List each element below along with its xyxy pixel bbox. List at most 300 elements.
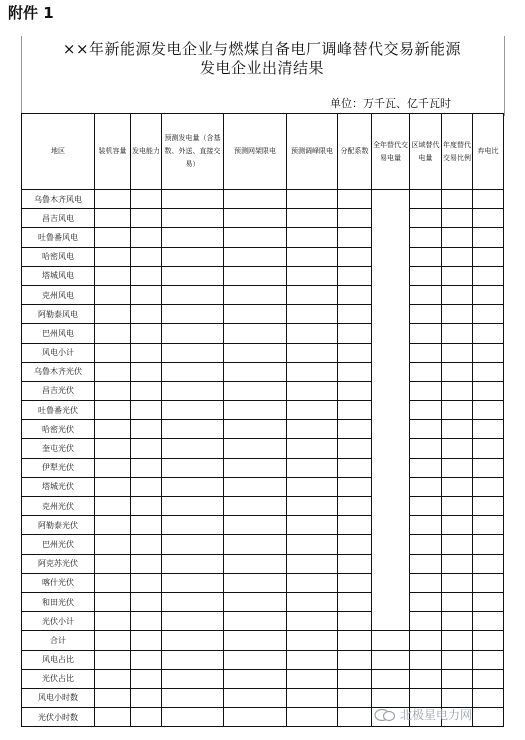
data-cell [287, 420, 338, 439]
data-cell [162, 247, 224, 266]
data-cell [224, 516, 287, 535]
data-cell [224, 305, 287, 324]
data-cell [131, 573, 162, 592]
data-cell [338, 535, 372, 554]
data-cell [338, 305, 372, 324]
data-cell [224, 420, 287, 439]
data-cell [410, 190, 442, 209]
table-body [22, 190, 504, 727]
header-cell: 预测网架限电 [224, 114, 287, 190]
data-cell [442, 650, 473, 669]
data-cell [442, 688, 473, 707]
data-cell [224, 343, 287, 362]
data-cell [162, 401, 224, 420]
data-cell [372, 650, 410, 669]
region-label: 昌吉光伏 [22, 381, 95, 400]
data-cell [410, 305, 442, 324]
table-row [22, 305, 504, 324]
data-cell [162, 554, 224, 573]
data-cell [473, 612, 504, 631]
data-cell [131, 592, 162, 611]
data-cell [131, 688, 162, 707]
data-cell [338, 401, 372, 420]
data-cell [442, 343, 473, 362]
table-row [22, 209, 504, 228]
data-cell [338, 228, 372, 247]
data-cell [287, 324, 338, 343]
data-cell [95, 247, 131, 266]
data-cell [442, 209, 473, 228]
data-cell [410, 688, 442, 707]
data-cell [442, 285, 473, 304]
data-cell [473, 362, 504, 381]
data-cell [287, 688, 338, 707]
header-cell: 地区 [22, 114, 95, 190]
data-cell [338, 362, 372, 381]
data-cell [95, 190, 131, 209]
data-cell [338, 266, 372, 285]
data-cell [131, 420, 162, 439]
data-cell [224, 650, 287, 669]
table-row [22, 669, 504, 688]
data-cell [410, 631, 442, 650]
data-cell [162, 612, 224, 631]
region-label: 乌鲁木齐风电 [22, 190, 95, 209]
data-cell [473, 669, 504, 688]
data-cell [473, 554, 504, 573]
data-cell [287, 612, 338, 631]
data-cell [224, 190, 287, 209]
data-cell [162, 650, 224, 669]
data-cell [410, 497, 442, 516]
data-cell [410, 458, 442, 477]
region-label: 阿勒泰光伏 [22, 516, 95, 535]
data-cell [95, 381, 131, 400]
data-cell [162, 669, 224, 688]
data-cell [338, 324, 372, 343]
data-cell [287, 458, 338, 477]
data-cell [338, 477, 372, 496]
data-cell [131, 458, 162, 477]
table-row [22, 458, 504, 477]
data-cell [442, 401, 473, 420]
data-cell [372, 631, 410, 650]
data-cell [224, 324, 287, 343]
data-cell [95, 401, 131, 420]
data-cell [95, 362, 131, 381]
data-cell [410, 573, 442, 592]
data-cell [442, 305, 473, 324]
data-cell [442, 535, 473, 554]
data-cell [224, 266, 287, 285]
data-cell [473, 305, 504, 324]
data-cell [131, 305, 162, 324]
data-cell [162, 458, 224, 477]
data-cell [410, 209, 442, 228]
data-cell [442, 573, 473, 592]
data-cell [162, 516, 224, 535]
data-cell [410, 650, 442, 669]
data-cell [287, 209, 338, 228]
region-label: 塔城光伏 [22, 477, 95, 496]
data-cell [442, 631, 473, 650]
data-cell [338, 669, 372, 688]
clearing-results-table [21, 113, 504, 727]
table-row [22, 554, 504, 573]
title-line-1: ××年新能源发电企业与燃煤自备电厂调峰替代交易新能源 [62, 40, 462, 58]
data-cell [442, 324, 473, 343]
data-cell [224, 362, 287, 381]
table-row [22, 650, 504, 669]
table-row [22, 439, 504, 458]
data-cell [95, 516, 131, 535]
data-cell [162, 592, 224, 611]
region-label: 合计 [22, 631, 95, 650]
data-cell [410, 477, 442, 496]
data-cell [442, 554, 473, 573]
data-cell [162, 497, 224, 516]
data-cell [372, 688, 410, 707]
data-cell [338, 650, 372, 669]
data-cell [95, 612, 131, 631]
table-row [22, 420, 504, 439]
table-row [22, 190, 504, 209]
table-row [22, 247, 504, 266]
data-cell [442, 592, 473, 611]
data-cell [95, 573, 131, 592]
data-cell [95, 420, 131, 439]
data-cell [131, 228, 162, 247]
data-cell [473, 458, 504, 477]
data-cell [473, 631, 504, 650]
data-cell [95, 497, 131, 516]
table-row [22, 573, 504, 592]
data-cell [131, 381, 162, 400]
data-cell [287, 554, 338, 573]
data-cell [287, 573, 338, 592]
data-cell [95, 266, 131, 285]
data-cell [162, 439, 224, 458]
data-cell [287, 439, 338, 458]
data-cell [473, 535, 504, 554]
watermark [374, 706, 472, 723]
region-label: 光伏占比 [22, 669, 95, 688]
title-line-2: 发电企业出清结果 [199, 59, 324, 77]
table-row [22, 362, 504, 381]
data-cell [162, 573, 224, 592]
watermark-text: 北极星电力网 [400, 708, 473, 722]
data-cell [131, 554, 162, 573]
data-cell [442, 669, 473, 688]
data-cell [473, 708, 504, 727]
data-cell [338, 688, 372, 707]
header-cell: 预测发电量（含基数、外送、直接交易） [162, 114, 224, 190]
data-cell [473, 439, 504, 458]
data-cell [410, 554, 442, 573]
data-cell [442, 420, 473, 439]
data-cell [95, 631, 131, 650]
data-cell [473, 688, 504, 707]
data-cell [131, 650, 162, 669]
data-cell [473, 324, 504, 343]
data-cell [442, 477, 473, 496]
table-row [22, 631, 504, 650]
table-row [22, 266, 504, 285]
data-cell [473, 401, 504, 420]
table-row [22, 688, 504, 707]
data-cell [95, 650, 131, 669]
data-cell [473, 381, 504, 400]
table-row [22, 401, 504, 420]
data-cell [473, 209, 504, 228]
attachment-label: 附件 1 [8, 4, 54, 22]
data-cell [338, 592, 372, 611]
data-cell [224, 631, 287, 650]
data-cell [338, 247, 372, 266]
data-cell [224, 535, 287, 554]
data-cell [410, 247, 442, 266]
data-cell [410, 669, 442, 688]
data-cell [224, 381, 287, 400]
data-cell [338, 420, 372, 439]
data-cell [131, 612, 162, 631]
data-cell [95, 554, 131, 573]
data-cell [162, 343, 224, 362]
data-cell [95, 324, 131, 343]
data-cell [442, 190, 473, 209]
data-cell [287, 228, 338, 247]
data-cell [95, 439, 131, 458]
data-cell [95, 688, 131, 707]
header-row [22, 114, 504, 190]
data-cell [224, 612, 287, 631]
data-cell [95, 669, 131, 688]
region-label: 昌吉风电 [22, 209, 95, 228]
data-cell [224, 228, 287, 247]
data-cell [287, 305, 338, 324]
data-cell [224, 477, 287, 496]
table-row [22, 381, 504, 400]
data-cell [131, 669, 162, 688]
table-row [22, 285, 504, 304]
table-row [22, 228, 504, 247]
header-cell: 全年替代交易电量 [372, 114, 410, 190]
data-cell [287, 650, 338, 669]
data-cell [338, 631, 372, 650]
region-label: 伊犁光伏 [22, 458, 95, 477]
region-label: 巴州风电 [22, 324, 95, 343]
data-cell [473, 285, 504, 304]
region-label: 乌鲁木齐光伏 [22, 362, 95, 381]
data-cell [131, 247, 162, 266]
data-cell [287, 708, 338, 727]
data-cell [162, 688, 224, 707]
data-cell [338, 285, 372, 304]
data-cell [287, 592, 338, 611]
data-cell [287, 669, 338, 688]
data-cell [287, 516, 338, 535]
data-cell [473, 516, 504, 535]
region-label: 塔城风电 [22, 266, 95, 285]
data-cell [95, 458, 131, 477]
region-label: 巴州光伏 [22, 535, 95, 554]
data-cell [473, 592, 504, 611]
region-label: 阿克苏光伏 [22, 554, 95, 573]
data-cell [410, 535, 442, 554]
data-cell [287, 401, 338, 420]
data-cell [338, 209, 372, 228]
header-cell: 年度替代交易比例 [442, 114, 473, 190]
data-cell [224, 688, 287, 707]
data-cell [410, 612, 442, 631]
data-cell [410, 439, 442, 458]
data-cell [287, 497, 338, 516]
data-cell [442, 266, 473, 285]
unit-label: 单位：万千瓦、亿千瓦时 [330, 97, 451, 110]
data-cell [473, 190, 504, 209]
data-cell [473, 247, 504, 266]
merged-data-cell [372, 190, 410, 631]
data-cell [442, 362, 473, 381]
data-cell [287, 477, 338, 496]
data-cell [442, 381, 473, 400]
data-cell [131, 285, 162, 304]
region-label: 吐鲁番光伏 [22, 401, 95, 420]
data-cell [287, 190, 338, 209]
region-label: 风电占比 [22, 650, 95, 669]
table-row [22, 535, 504, 554]
data-cell [162, 266, 224, 285]
region-label: 奎屯光伏 [22, 439, 95, 458]
data-cell [162, 285, 224, 304]
data-cell [224, 247, 287, 266]
data-cell [224, 439, 287, 458]
data-cell [131, 401, 162, 420]
table-row [22, 477, 504, 496]
data-cell [442, 516, 473, 535]
data-cell [162, 324, 224, 343]
data-cell [224, 554, 287, 573]
data-cell [338, 190, 372, 209]
data-cell [338, 343, 372, 362]
data-cell [442, 497, 473, 516]
data-cell [442, 612, 473, 631]
data-cell [473, 497, 504, 516]
data-cell [442, 439, 473, 458]
table-row [22, 516, 504, 535]
data-cell [287, 362, 338, 381]
data-cell [162, 535, 224, 554]
data-cell [338, 708, 372, 727]
data-cell [224, 708, 287, 727]
data-cell [162, 305, 224, 324]
region-label: 和田光伏 [22, 592, 95, 611]
table-row [22, 612, 504, 631]
data-cell [442, 228, 473, 247]
data-cell [95, 592, 131, 611]
table-row [22, 592, 504, 611]
data-cell [131, 477, 162, 496]
data-cell [131, 324, 162, 343]
data-cell [131, 535, 162, 554]
data-cell [95, 305, 131, 324]
data-cell [410, 228, 442, 247]
document-title [21, 40, 503, 78]
data-cell [338, 573, 372, 592]
data-cell [410, 592, 442, 611]
data-cell [338, 612, 372, 631]
data-cell [95, 477, 131, 496]
data-cell [131, 343, 162, 362]
data-cell [131, 497, 162, 516]
data-cell [131, 631, 162, 650]
data-cell [410, 362, 442, 381]
data-cell [442, 247, 473, 266]
data-cell [224, 669, 287, 688]
data-cell [287, 266, 338, 285]
data-cell [162, 477, 224, 496]
data-cell [131, 516, 162, 535]
data-cell [338, 439, 372, 458]
data-cell [410, 401, 442, 420]
data-cell [224, 401, 287, 420]
data-cell [95, 228, 131, 247]
data-cell [162, 420, 224, 439]
data-cell [287, 381, 338, 400]
data-cell [338, 497, 372, 516]
region-label: 吐鲁番风电 [22, 228, 95, 247]
data-cell [95, 209, 131, 228]
data-cell [410, 516, 442, 535]
data-cell [162, 631, 224, 650]
data-cell [162, 381, 224, 400]
data-cell [473, 420, 504, 439]
data-cell [442, 458, 473, 477]
region-label: 喀什光伏 [22, 573, 95, 592]
data-cell [162, 228, 224, 247]
data-cell [410, 285, 442, 304]
region-label: 风电小计 [22, 343, 95, 362]
data-cell [131, 190, 162, 209]
data-cell [338, 516, 372, 535]
header-cell: 弃电比 [473, 114, 504, 190]
data-cell [131, 266, 162, 285]
region-label: 哈密光伏 [22, 420, 95, 439]
data-cell [410, 420, 442, 439]
data-cell [473, 650, 504, 669]
region-label: 克州风电 [22, 285, 95, 304]
header-cell: 预测调峰限电 [287, 114, 338, 190]
data-cell [473, 573, 504, 592]
data-cell [338, 381, 372, 400]
data-cell [287, 535, 338, 554]
table-row [22, 497, 504, 516]
table-row [22, 324, 504, 343]
data-cell [410, 266, 442, 285]
data-cell [162, 362, 224, 381]
region-label: 阿勒泰风电 [22, 305, 95, 324]
data-cell [287, 631, 338, 650]
header-cell: 装机容量 [95, 114, 131, 190]
data-cell [473, 228, 504, 247]
header-cell: 分配系数 [338, 114, 372, 190]
data-cell [95, 343, 131, 362]
header-cell: 区域替代电量 [410, 114, 442, 190]
data-cell [410, 381, 442, 400]
data-cell [410, 343, 442, 362]
data-cell [162, 708, 224, 727]
data-cell [473, 343, 504, 362]
